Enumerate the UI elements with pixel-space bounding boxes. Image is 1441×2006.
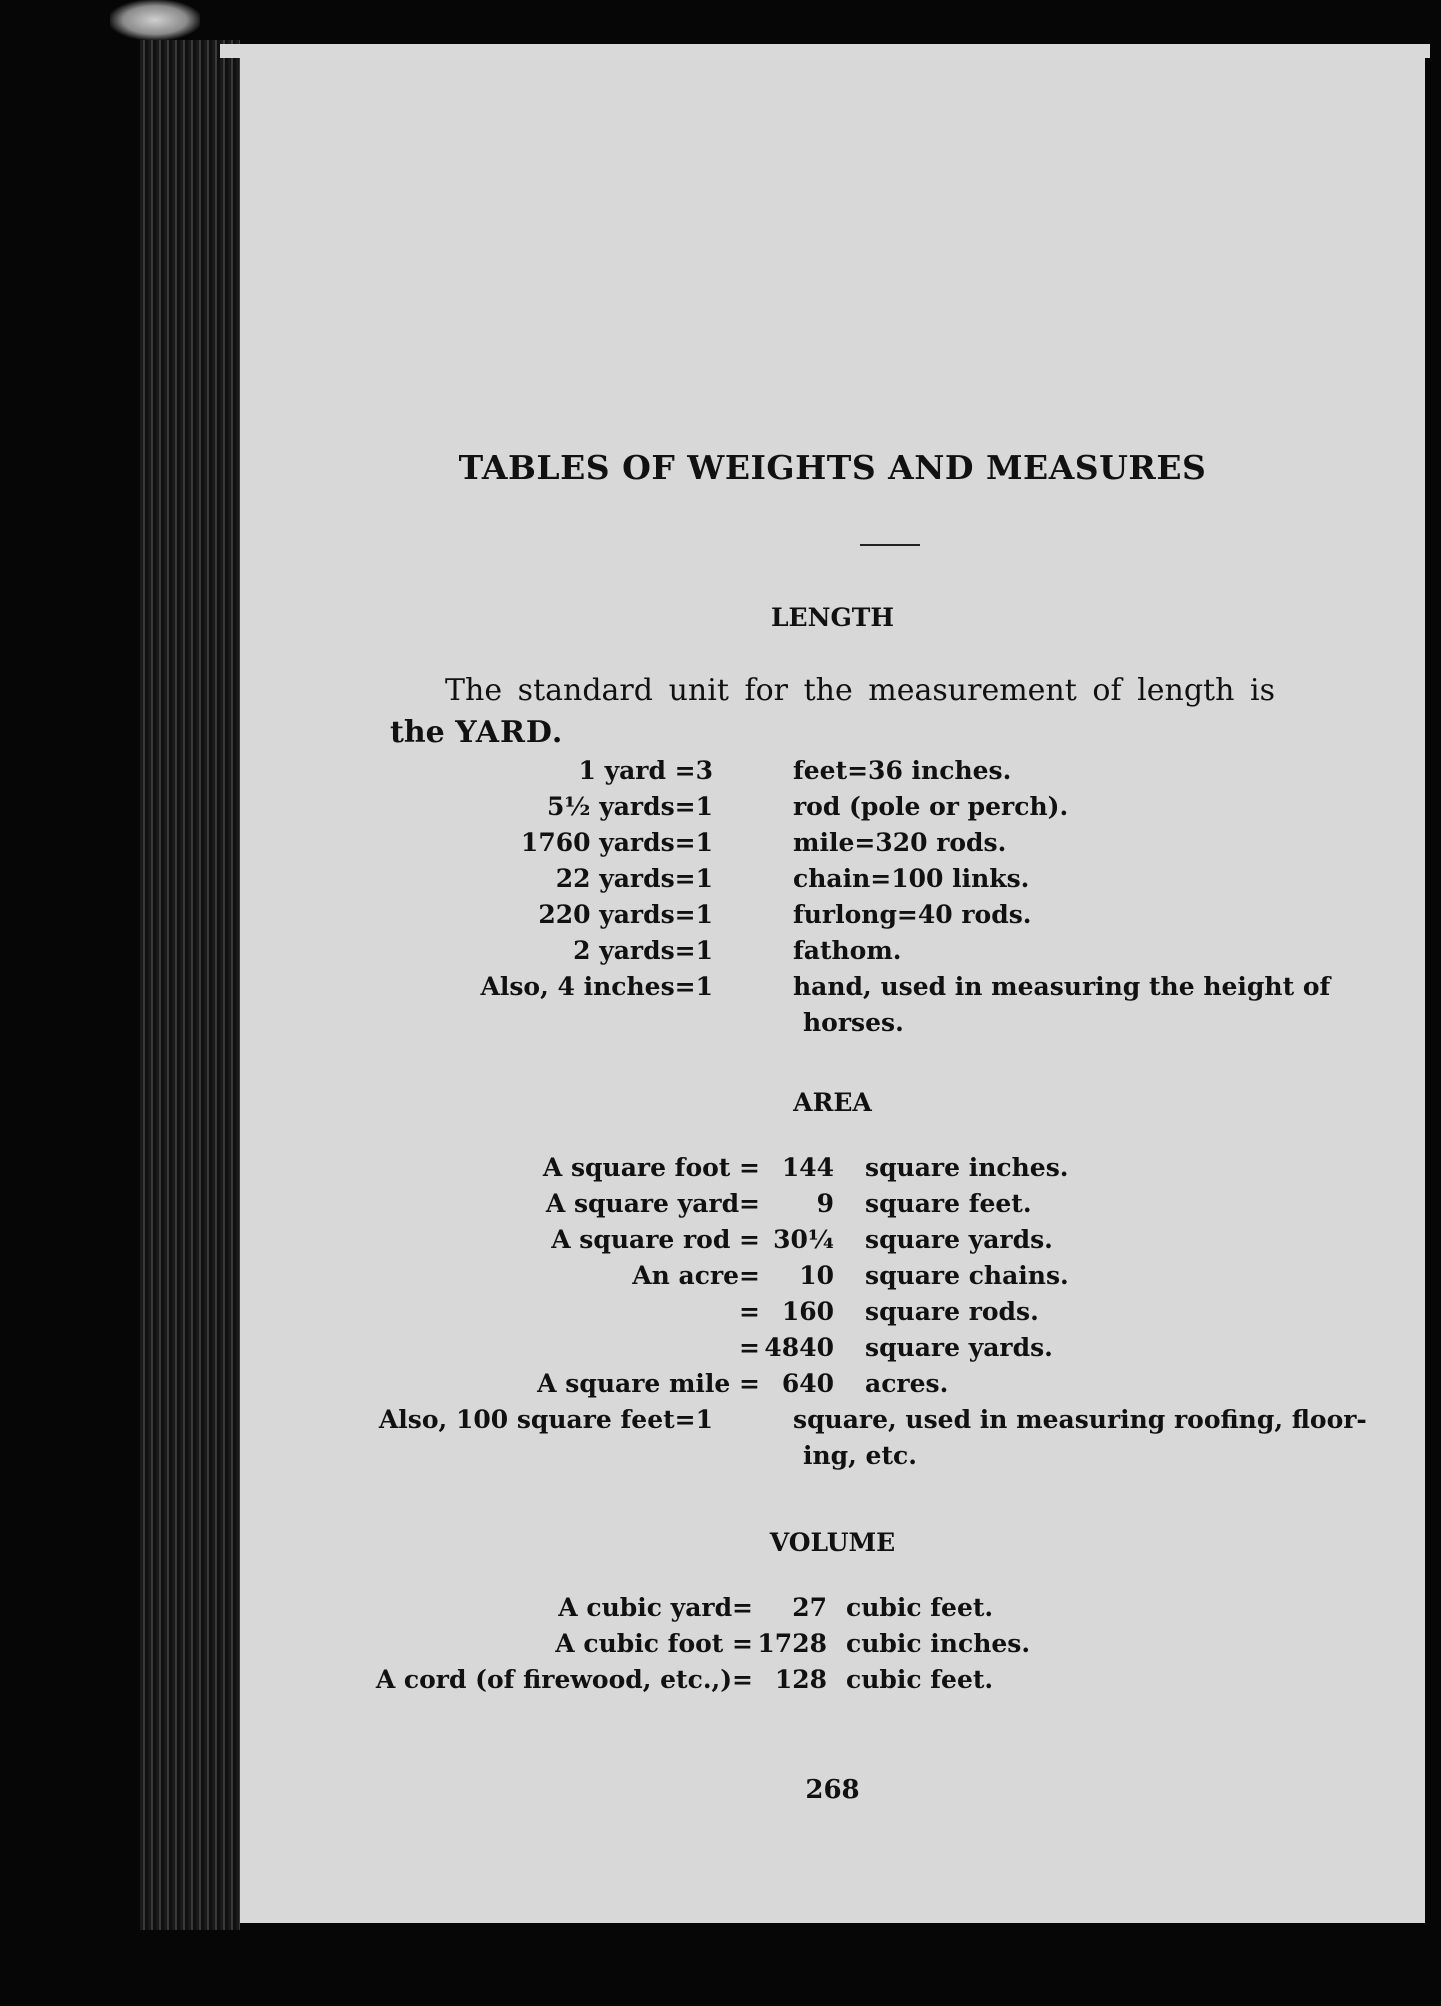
- length-row-left: 220 yards=1: [538, 900, 713, 929]
- length-row-left: 22 yards=1: [555, 864, 713, 893]
- area-row-right: square feet.: [865, 1189, 1032, 1218]
- area-row-right: square yards.: [865, 1225, 1053, 1254]
- area-row-right: square rods.: [865, 1297, 1039, 1326]
- length-row-right: hand, used in measuring the height of: [793, 972, 1331, 1001]
- area-row-num: 9: [816, 1189, 834, 1218]
- area-row-right: square inches.: [865, 1153, 1069, 1182]
- volume-row-left: A cubic foot =: [555, 1629, 753, 1658]
- volume-row-left: A cord (of firewood, etc.,)=: [375, 1665, 753, 1694]
- length-row-left: 5½ yards=1: [547, 792, 713, 821]
- length-row-right: rod (pole or perch).: [793, 792, 1069, 821]
- area-row-right: square yards.: [865, 1333, 1053, 1362]
- length-intro-line2: [390, 712, 1275, 754]
- length-row-continuation: horses.: [803, 1008, 904, 1037]
- length-row-right: chain=100 links.: [793, 864, 1030, 893]
- volume-row-num: 1728: [757, 1629, 827, 1658]
- length-row-left: Also, 4 inches=1: [480, 972, 713, 1001]
- volume-row-right: cubic feet.: [846, 1665, 994, 1694]
- length-intro-term: YARD.: [455, 715, 564, 750]
- length-row-left: 1 yard =3: [578, 756, 713, 785]
- length-row-left: 2 yards=1: [573, 936, 713, 965]
- volume-row-right: cubic feet.: [846, 1593, 994, 1622]
- area-row-left: =: [739, 1333, 760, 1362]
- area-row-left: =: [739, 1297, 760, 1326]
- area-row-left: An acre=: [632, 1261, 760, 1290]
- area-row-num: 30¼: [773, 1225, 834, 1254]
- page-top-edge: [220, 44, 1430, 58]
- area-row-left: A square foot =: [542, 1153, 760, 1182]
- section-heading-length: LENGTH: [770, 603, 895, 632]
- length-row-left: 1760 yards=1: [520, 828, 713, 857]
- book-page-edges: [140, 40, 240, 1930]
- length-row-right: mile=320 rods.: [793, 828, 1007, 857]
- area-also-continuation: ing, etc.: [803, 1441, 917, 1470]
- area-row-num: 160: [781, 1297, 834, 1326]
- area-row-num: 10: [799, 1261, 834, 1290]
- length-intro: [390, 670, 1275, 754]
- area-row-right: square chains.: [865, 1261, 1069, 1290]
- area-row-left: A square mile =: [537, 1369, 760, 1398]
- volume-row-right: cubic inches.: [846, 1629, 1031, 1658]
- area-row-right: acres.: [865, 1369, 949, 1398]
- title-divider: [860, 544, 920, 546]
- area-row-left: A square rod =: [551, 1225, 760, 1254]
- length-row-right: furlong=40 rods.: [793, 900, 1032, 929]
- area-also-right: square, used in measuring roofing, floor-: [793, 1405, 1367, 1434]
- area-row-num: 4840: [764, 1333, 834, 1362]
- length-intro-line1: The standard unit for the measurement of length is: [445, 673, 1275, 708]
- page-title: TABLES OF WEIGHTS AND MEASURES: [458, 448, 1207, 487]
- area-row-num: 640: [781, 1369, 834, 1398]
- section-heading-volume: VOLUME: [769, 1528, 896, 1557]
- book-page: [240, 58, 1425, 1923]
- area-also-left: Also, 100 square feet=1: [378, 1405, 713, 1434]
- section-heading-area: AREA: [793, 1088, 872, 1117]
- volume-row-left: A cubic yard=: [558, 1593, 753, 1622]
- length-intro-prefix: the: [390, 715, 445, 750]
- page-number: 268: [805, 1775, 860, 1805]
- scan-corner-blot: [110, 0, 200, 40]
- area-row-num: 144: [781, 1153, 834, 1182]
- length-row-right: feet=36 inches.: [793, 756, 1012, 785]
- area-row-left: A square yard=: [545, 1189, 760, 1218]
- length-row-right: fathom.: [793, 936, 902, 965]
- volume-row-num: 128: [774, 1665, 827, 1694]
- volume-row-num: 27: [792, 1593, 827, 1622]
